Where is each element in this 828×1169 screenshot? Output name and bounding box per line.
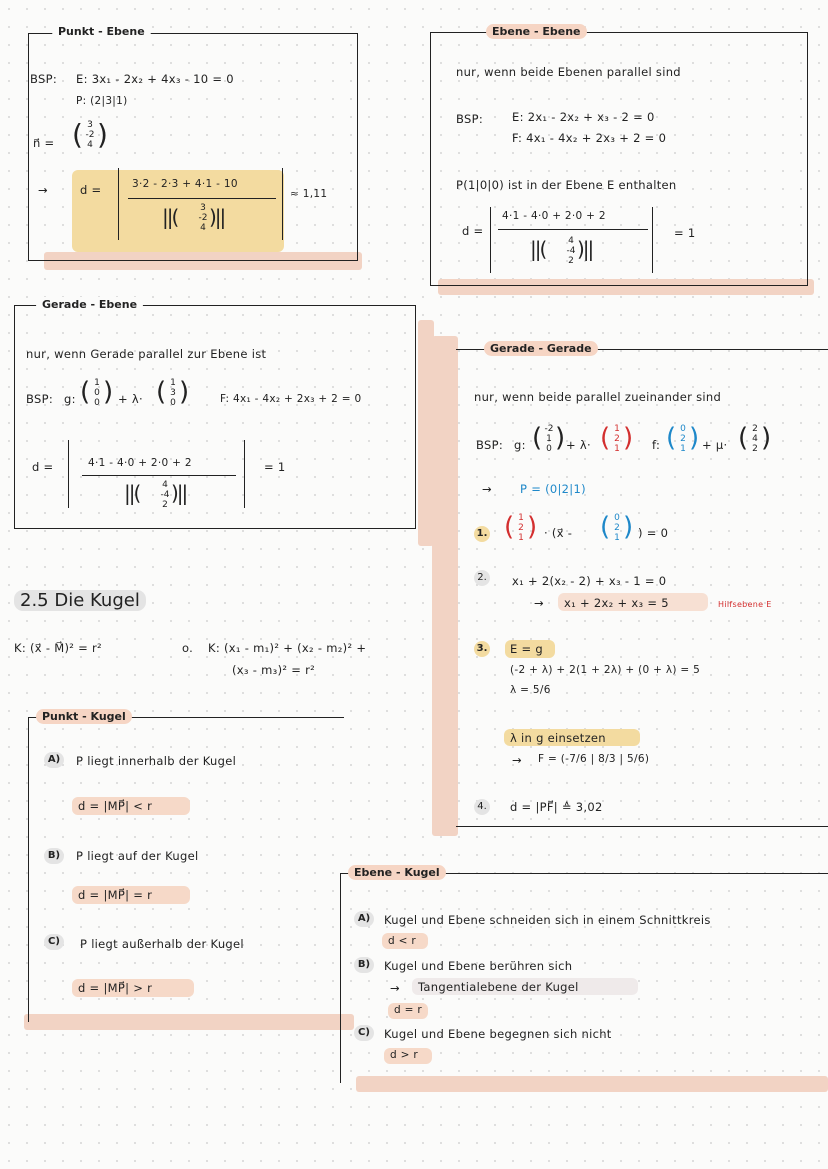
- norm-entries: [197, 203, 209, 233]
- gg-f-label: f:: [652, 438, 661, 452]
- vec-entry: 1: [546, 434, 552, 444]
- vec-entry: -2: [198, 213, 208, 223]
- step-number: 2.: [474, 570, 490, 586]
- ek-b-text: Kugel und Ebene berühren sich: [384, 959, 573, 973]
- vec-entry: 1: [170, 378, 176, 388]
- ge-lambda: + λ·: [118, 392, 143, 406]
- pk-c-text: P liegt außerhalb der Kugel: [80, 937, 244, 951]
- vec-entry: 1: [614, 444, 620, 454]
- ee-eq-f: F: 4x₁ - 4x₂ + 2x₃ + 2 = 0: [512, 131, 667, 145]
- vec-entry: 0: [614, 513, 620, 523]
- gerade-ebene-title: Gerade - Ebene: [36, 297, 143, 312]
- norm-denominator: ||(: [530, 237, 546, 261]
- ek-a-text: Kugel und Ebene schneiden sich in einem Schnittkreis: [384, 913, 711, 927]
- gg-condition: nur, wenn beide parallel zueinander sind: [474, 390, 722, 404]
- vec-entry: 4: [568, 236, 574, 246]
- fraction-line: [498, 229, 648, 230]
- fraction-line: [128, 198, 276, 199]
- kugel-eq3: (x₃ - m₃)² = r²: [232, 663, 316, 677]
- kugel-eq1: K: (x⃗ - M⃗)² = r²: [14, 641, 102, 655]
- vec-entry: 0: [546, 444, 552, 454]
- pk-b-text: P liegt auf der Kugel: [76, 849, 199, 863]
- ek-a-formula: d < r: [388, 935, 416, 947]
- case-label: B): [44, 848, 64, 864]
- vec-entry: 0: [94, 398, 100, 408]
- gerade-gerade-shadow: [432, 336, 458, 836]
- norm-close: )||: [171, 481, 187, 505]
- vec-entry: 4: [752, 434, 758, 444]
- d-label: d =: [80, 183, 102, 197]
- gg-step2-note: Hilfsebene E: [718, 600, 772, 609]
- vec-entry: 1: [518, 513, 524, 523]
- gg-step3-line1: (-2 + λ) + 2(1 + 2λ) + (0 + λ) = 5: [510, 664, 701, 676]
- ge-bsp: BSP:: [26, 392, 53, 406]
- abs-bar-right: [244, 440, 245, 508]
- gg-step1-vec-close: ): [527, 512, 538, 542]
- ebene-ebene-title: Ebene - Ebene: [486, 24, 587, 39]
- vec-entry: -2: [544, 424, 554, 434]
- gg-gdir-close: ): [623, 423, 634, 453]
- gg-step1-vec2-close: ): [623, 512, 634, 542]
- norm-denominator: ||(: [124, 481, 140, 505]
- pk-a-formula: d = |MP⃗| < r: [78, 799, 153, 813]
- normal-vector: (: [72, 118, 83, 151]
- gg-gpoint: (: [532, 423, 543, 453]
- gg-fdir-close: ): [761, 423, 772, 453]
- vec-entry: 0: [94, 388, 100, 398]
- case-label: C): [354, 1025, 374, 1041]
- point-p: P: (2|3|1): [76, 95, 128, 107]
- step-number: 3.: [474, 641, 490, 657]
- vec-entry: 1: [614, 424, 620, 434]
- vec-entry: 2: [680, 434, 686, 444]
- ge-plane: F: 4x₁ - 4x₂ + 2x₃ + 2 = 0: [220, 393, 362, 405]
- gg-step4-line: d = |PF⃗| ≙ 3,02: [510, 800, 603, 814]
- case-label: B): [354, 957, 374, 973]
- plane-equation: E: 3x₁ - 2x₂ + 4x₃ - 10 = 0: [76, 72, 234, 86]
- section-heading: 2.5 Die Kugel: [14, 590, 146, 611]
- gg-mu: + μ·: [702, 438, 728, 452]
- ge-gpoint-close: ): [103, 377, 114, 407]
- vec-entry: -4: [566, 246, 576, 256]
- gg-fdir: (: [738, 423, 749, 453]
- arrow-icon: →: [38, 183, 48, 197]
- gg-gdir-entries: [611, 424, 623, 454]
- pk-b-formula: d = |MP⃗| = r: [78, 888, 153, 902]
- gg-p-line: P = (0|2|1): [520, 482, 586, 496]
- abs-bar-left: [118, 168, 119, 240]
- ek-b-formula: d = r: [394, 1004, 422, 1016]
- vec-entry: 2: [162, 500, 168, 510]
- abs-bar-right: [282, 168, 283, 240]
- ee-point-note: P(1|0|0) ist in der Ebene E enthalten: [456, 178, 677, 192]
- vec-entry: 1: [94, 378, 100, 388]
- ee-result: = 1: [674, 226, 696, 240]
- arrow-icon: →: [390, 981, 400, 995]
- normal-label: n⃗ =: [33, 136, 55, 150]
- ge-gdir-close: ): [179, 377, 190, 407]
- vec-entry: 1: [614, 533, 620, 543]
- vec-entry: -2: [85, 130, 95, 140]
- vec-entry: 4: [87, 140, 93, 150]
- norm-entries: [565, 236, 577, 266]
- gg-step3-line3: λ in g einsetzen: [510, 731, 606, 745]
- vec-entry: 2: [614, 434, 620, 444]
- norm-entries: [159, 480, 171, 510]
- gg-step1-vec2: (: [600, 512, 611, 542]
- kugel-eq2: K: (x₁ - m₁)² + (x₂ - m₂)² +: [208, 641, 367, 655]
- arrow-icon: →: [534, 596, 544, 610]
- gg-fpoint: (: [666, 423, 677, 453]
- ee-d-label: d =: [462, 224, 484, 238]
- ee-eq-e: E: 2x₁ - 2x₂ + x₃ - 2 = 0: [512, 110, 655, 124]
- fraction-line: [82, 475, 236, 476]
- ek-b-sub: Tangentialebene der Kugel: [418, 980, 579, 994]
- distance-numerator: 3·2 - 2·3 + 4·1 - 10: [132, 178, 238, 190]
- gg-fdir-entries: [749, 424, 761, 454]
- ee-numerator: 4·1 - 4·0 + 2·0 + 2: [502, 210, 606, 222]
- gg-fpoint-entries: [677, 424, 689, 454]
- gg-step1-vec2-entries: [611, 513, 623, 543]
- ee-bsp: BSP:: [456, 112, 483, 126]
- pk-a-text: P liegt innerhalb der Kugel: [76, 754, 237, 768]
- gg-gdir: (: [600, 423, 611, 453]
- ebene-kugel-shadow: [356, 1076, 828, 1092]
- distance-result: ≈ 1,11: [290, 188, 328, 200]
- gerade-gerade-bottom-rule: [456, 826, 828, 827]
- vec-entry: 4: [162, 480, 168, 490]
- arrow-icon: →: [512, 753, 522, 767]
- punkt-kugel-left-rule: [28, 717, 29, 1022]
- vec-entry: 2: [518, 523, 524, 533]
- gg-step1-entries: [515, 513, 527, 543]
- vec-entry: 2: [752, 444, 758, 454]
- ge-result: = 1: [264, 460, 286, 474]
- vec-entry: 1: [680, 444, 686, 454]
- gg-step2-line1: x₁ + 2(x₂ - 2) + x₃ - 1 = 0: [512, 574, 667, 588]
- abs-bar-right: [652, 207, 653, 273]
- normal-vector-close: ): [97, 118, 108, 151]
- ge-numerator: 4·1 - 4·0 + 2·0 + 2: [88, 457, 192, 469]
- gg-step3-line2: λ = 5/6: [510, 684, 551, 696]
- abs-bar-left: [490, 207, 491, 273]
- ge-gdir: (: [156, 377, 167, 407]
- ge-gpoint-entries: [91, 378, 103, 408]
- ebene-kugel-left-rule: [340, 873, 341, 1083]
- vec-entry: 2: [752, 424, 758, 434]
- abs-bar-left: [68, 440, 69, 508]
- step-number: 4.: [474, 799, 490, 815]
- gerade-ebene-box: [14, 305, 416, 529]
- vec-entry: -4: [160, 490, 170, 500]
- gg-step1-end: ) = 0: [638, 526, 669, 540]
- vec-entry: 0: [170, 398, 176, 408]
- gg-lambda: + λ·: [566, 438, 591, 452]
- gg-gpoint-entries: [543, 424, 555, 454]
- arrow-icon: →: [482, 482, 492, 496]
- ge-gdir-entries: [167, 378, 179, 408]
- norm-close: )||: [577, 237, 593, 261]
- norm-close: )||: [209, 205, 225, 229]
- vec-entry: 3: [87, 120, 93, 130]
- gg-step3-line4: F = (-7/6 | 8/3 | 5/6): [538, 753, 650, 765]
- vec-entry: 3: [170, 388, 176, 398]
- case-label: A): [44, 752, 64, 768]
- normal-vector-entries: [84, 120, 96, 150]
- gg-step3-label: E = g: [510, 642, 544, 656]
- ge-condition: nur, wenn Gerade parallel zur Ebene ist: [26, 347, 267, 361]
- case-label: A): [354, 911, 374, 927]
- bsp-label: BSP:: [30, 72, 57, 86]
- pk-c-formula: d = |MP⃗| > r: [78, 981, 153, 995]
- ge-gpoint: (: [80, 377, 91, 407]
- punkt-ebene-title: Punkt - Ebene: [52, 24, 151, 39]
- gg-gpoint-close: ): [555, 423, 566, 453]
- case-label: C): [44, 934, 64, 950]
- vec-entry: 3: [200, 203, 206, 213]
- kugel-or: o.: [182, 641, 194, 655]
- gg-step2-line2: x₁ + 2x₂ + x₃ = 5: [564, 596, 669, 610]
- vec-entry: 0: [680, 424, 686, 434]
- gg-bsp: BSP:: [476, 438, 503, 452]
- gg-g-label: g:: [514, 438, 526, 452]
- gg-fpoint-close: ): [689, 423, 700, 453]
- ge-g-label: g:: [64, 392, 76, 406]
- vec-entry: 4: [200, 223, 206, 233]
- ge-d-label: d =: [32, 460, 54, 474]
- gg-step1-vec: (: [504, 512, 515, 542]
- punkt-kugel-shadow: [24, 1014, 354, 1030]
- ek-c-text: Kugel und Ebene begegnen sich nicht: [384, 1027, 612, 1041]
- ee-condition: nur, wenn beide Ebenen parallel sind: [456, 65, 681, 79]
- gg-step1-rest: · (x⃗ -: [544, 526, 573, 540]
- ebene-kugel-title: Ebene - Kugel: [348, 865, 446, 880]
- vec-entry: 2: [614, 523, 620, 533]
- punkt-kugel-title: Punkt - Kugel: [36, 709, 132, 724]
- norm-denominator: ||(: [162, 205, 178, 229]
- vec-entry: 2: [568, 256, 574, 266]
- vec-entry: 1: [518, 533, 524, 543]
- ek-c-formula: d > r: [390, 1049, 418, 1061]
- gerade-gerade-title: Gerade - Gerade: [484, 341, 598, 356]
- step-number: 1.: [474, 526, 490, 542]
